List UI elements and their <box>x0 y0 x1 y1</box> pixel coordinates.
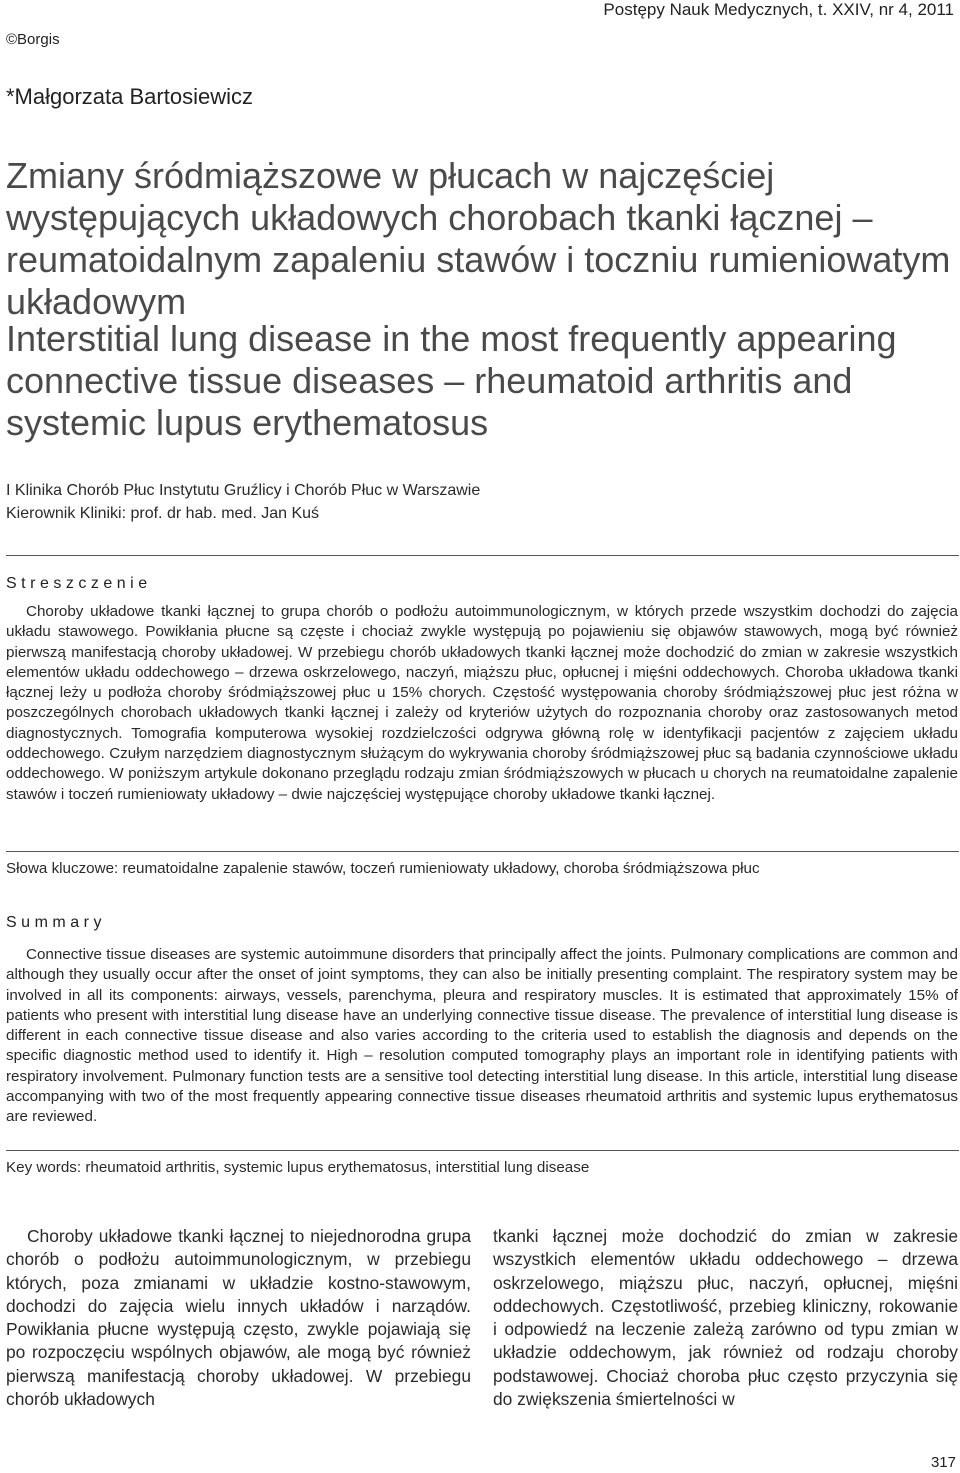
divider <box>6 555 959 556</box>
abstract-polish <box>6 602 958 805</box>
body-column-left <box>6 1225 471 1411</box>
abstract-heading-english: Summary <box>6 914 106 931</box>
divider <box>6 1150 959 1151</box>
keywords-english: Key words: rheumatoid arthritis, systemic lupus erythematosus, interstitial lung disease <box>6 1159 590 1176</box>
affiliation-head: Kierownik Kliniki: prof. dr hab. med. Jan Kuś <box>6 505 320 522</box>
affiliation-institution: I Klinika Chorób Płuc Instytutu Gruźlicy i Chorób Płuc w Warszawie <box>6 482 481 499</box>
title-polish: Zmiany śródmiąższowe w płucach w najczęściej występujących układowych chorobach tkanki łącznej – reumatoidalnym zapaleniu stawów i toczniu rumieniowatym układowym <box>6 155 951 322</box>
body-paragraph: Choroby układowe tkanki łącznej to niejednorodna grupa chorób o podłożu autoimmunologicznym, w przebiegu których, poza zmianami w układzie kostno-stawowym, dochodzi do zajęcia wielu innych układów i narządów. Powikłania płucne występują często, zwykle pojawiają się po rozpoczęciu wspólnych objawów, ale mogą być również pierwszą manifestacją choroby układowej. W przebiegu chorób układowych <box>6 1226 471 1410</box>
abstract-heading-polish: Streszczenie <box>6 575 152 592</box>
author-name: *Małgorzata Bartosiewicz <box>6 84 253 109</box>
abstract-polish-text: Choroby układowe tkanki łącznej to grupa chorób o podłożu autoimmunologicznym, w których przede wszystkim dochodzi do zajęcia układu stawowego. Powikłania płucne są częste i chociaż zwykle występują po pojawieniu się objawów stawowych, mogą być również pierwszą manifestacją choroby układowej. W przebiegu chorób układowych tkanki łącznej może dochodzić do zmian w zakresie wszystkich elementów układu oddechowego – drzewa oskrzelowego, naczyń, miąższu płuc, opłucnej i mięśni oddechowych. Choroba układowa tkanki łącznej leży u podłoża choroby śródmiąższowej płuc u 15% chorych. Częstość występowania choroby śródmiąższowej płuc jest różna w poszczególnych chorobach układowych tkanki łącznej i zależy od kryteriów użytych do rozpoznania choroby oraz zastosowanych metod diagnostycznych. Tomografia komputerowa wysokiej rozdzielczości odgrywa główną rolę w identyfikacji pacjentów z zajęciem układu oddechowego. Czułym narzędziem diagnostycznym służącym do wykrywania choroby śródmiąższowej płuc są badania czynnościowe układu oddechowego. W poniższym artykule dokonano przeglądu rodzaju zmian śródmiąższowych w płucach u chorych na reumatoidalne zapalenie stawów i toczeń rumieniowaty układowy – dwie najczęściej występujące choroby układowe tkanki łącznej. <box>6 603 958 803</box>
body-paragraph: tkanki łącznej może dochodzić do zmian w zakresie wszystkich elementów układu oddechowego – drzewa oskrzelowego, miąższu płuc, naczyń, opłucnej, mięśni oddechowych. Częstotliwość, przebieg kliniczny, rokowanie i odpowiedź na leczenie zależą zarówno od typu zmian w układzie oddechowym, jak również od rodzaju choroby podstawowej. Chociaż choroba płuc często przyczynia się do zwiększenia śmiertelności w <box>493 1226 958 1410</box>
title-english: Interstitial lung disease in the most frequently appearing connective tissue diseases – rheumatoid arthritis and systemic lupus erythematosus <box>6 318 897 443</box>
abstract-english <box>6 945 958 1128</box>
copyright-notice: ©Borgis <box>6 31 60 48</box>
body-column-right <box>493 1225 958 1411</box>
keywords-polish: Słowa kluczowe: reumatoidalne zapalenie stawów, toczeń rumieniowaty układowy, choroba śródmiąższowa płuc <box>6 860 760 877</box>
abstract-english-text: Connective tissue diseases are systemic autoimmune disorders that principally affect the joints. Pulmonary complications are common and although they usually occur after the onset of joint symptoms, they can also be initially presenting complaint. The respiratory system may be involved in all its components: airways, vessels, parenchyma, pleura and respiratory muscles. It is estimated that approximately 15% of patients who present with interstitial lung disease have an underlying connective tissue disease. The prevalence of interstitial lung disease is different in each connective tissue disease and also varies according to the criteria used to establish the diagnosis and depends on the specific diagnostic method used to identify it. High – resolution computed tomography plays an important role in identifying patients with respiratory involvement. Pulmonary function tests are a sensitive tool detecting interstitial lung disease. In this article, interstitial lung disease accompanying with two of the most frequently appearing connective tissue diseases rheumatoid arthritis and systemic lupus erythematosus are reviewed. <box>6 946 958 1126</box>
affiliation <box>6 479 480 525</box>
divider <box>6 851 959 852</box>
page-number: 317 <box>930 1454 956 1471</box>
journal-citation: Postępy Nauk Medycznych, t. XXIV, nr 4, 2011 <box>603 0 954 19</box>
